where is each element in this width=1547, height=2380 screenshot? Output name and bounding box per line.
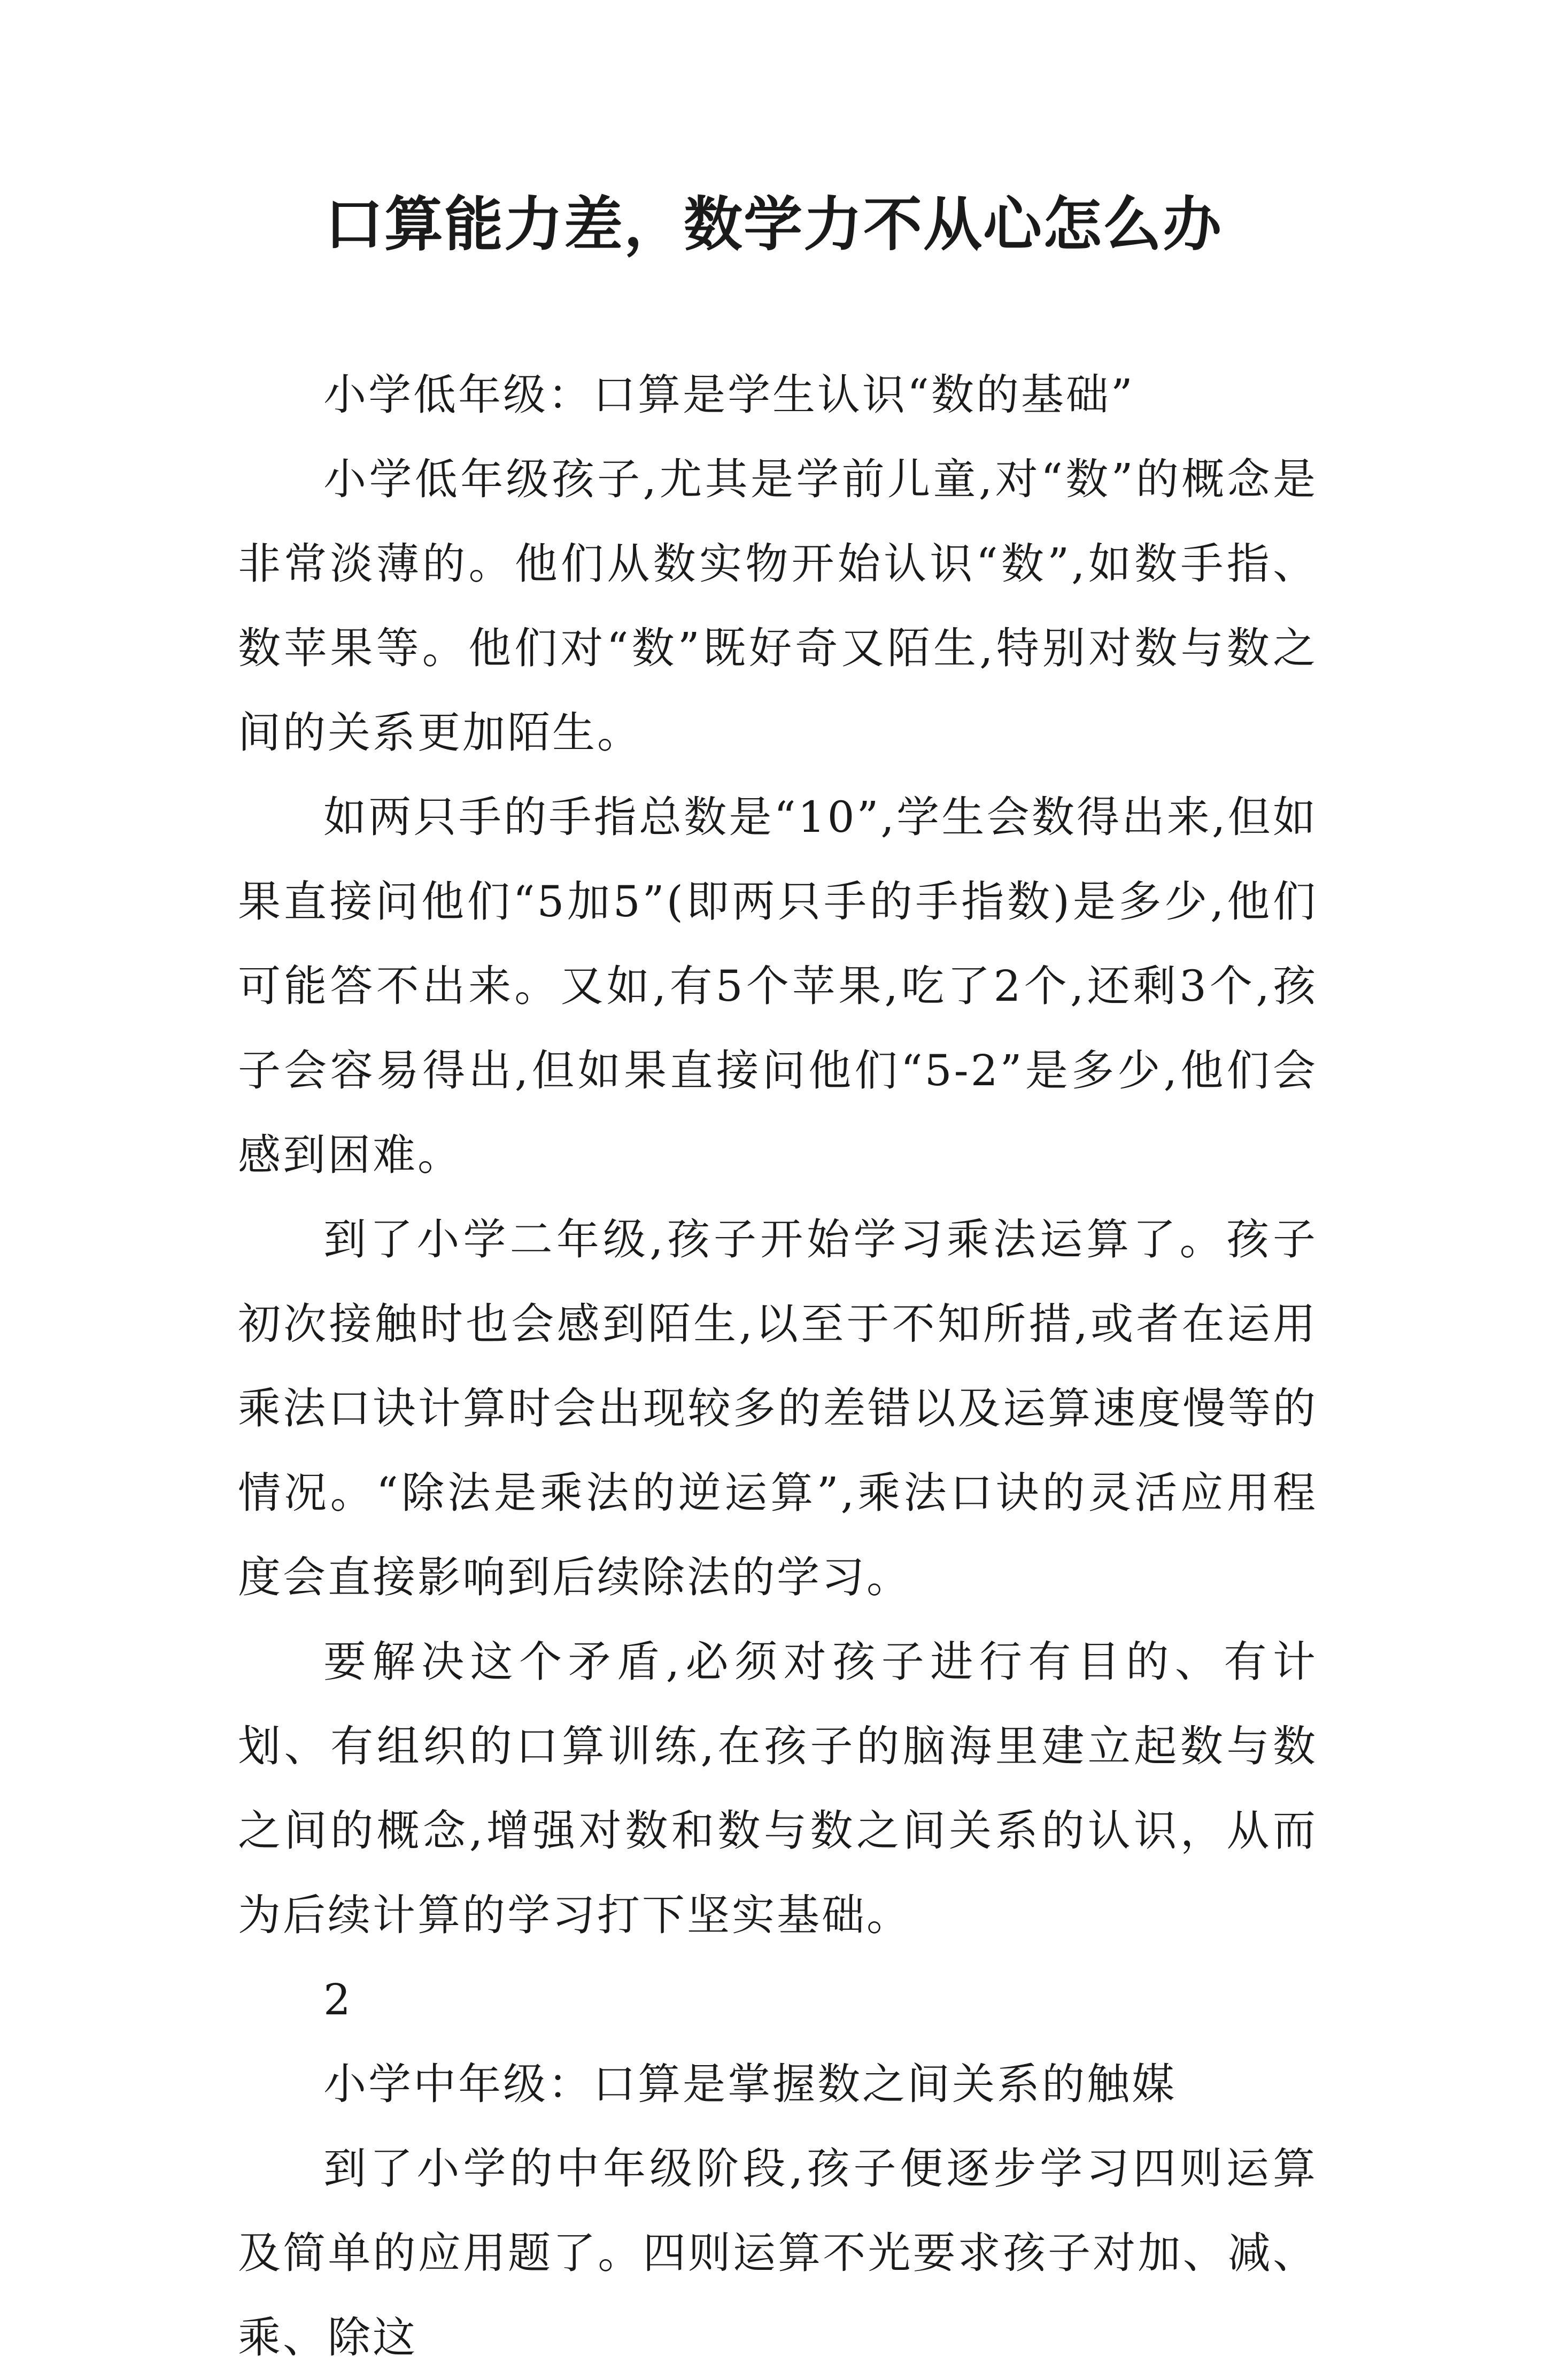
paragraph: 如两只手的手指总数是“10”,学生会数得出来,但如果直接问他们“5加5”(即两只手的手指数)是多少,他们可能答不出来。又如,有5个苹果,吃了2个,还剩3个,孩子会容易得出,但如果直接问他们“5-2”是多少,他们会感到困难。 — [238, 792, 1318, 1180]
paragraph: 小学低年级孩子,尤其是学前儿童,对“数”的概念是非常淡薄的。他们从数实物开始认识“数”,如数手指、数苹果等。他们对“数”既好奇又陌生,特别对数与数之间的关系更加陌生。 — [238, 454, 1318, 758]
paragraph: 到了小学二年级,孩子开始学习乘法运算了。孩子初次接触时也会感到陌生,以至于不知所措,或者在运用乘法口诀计算时会出现较多的差错以及运算速度慢等的情况。“除法是乘法的逆运算”,乘法口诀的灵活应用程度会直接影响到后续除法的学习。 — [238, 1215, 1318, 1602]
document-body — [238, 353, 1318, 2380]
section-number: 2 — [323, 1975, 353, 2024]
paragraph: 要解决这个矛盾,必须对孩子进行有目的、有计划、有组织的口算训练,在孩子的脑海里建立起数与数之间的概念,增强对数和数与数之间关系的认识，从而为后续计算的学习打下坚实基础。 — [238, 1637, 1318, 1940]
document-title: 口算能力差，数学力不从心怎么办 — [324, 190, 1223, 259]
paragraph: 到了小学的中年级阶段,孩子便逐步学习四则运算及简单的应用题了。四则运算不光要求孩子对加、减、乘、除这 — [238, 2144, 1318, 2362]
section-heading-middle-grades: 小学中年级：口算是掌握数之间关系的触媒 — [323, 2059, 1177, 2109]
section-heading-lower-grades: 小学低年级：口算是学生认识“数的基础” — [323, 370, 1135, 420]
